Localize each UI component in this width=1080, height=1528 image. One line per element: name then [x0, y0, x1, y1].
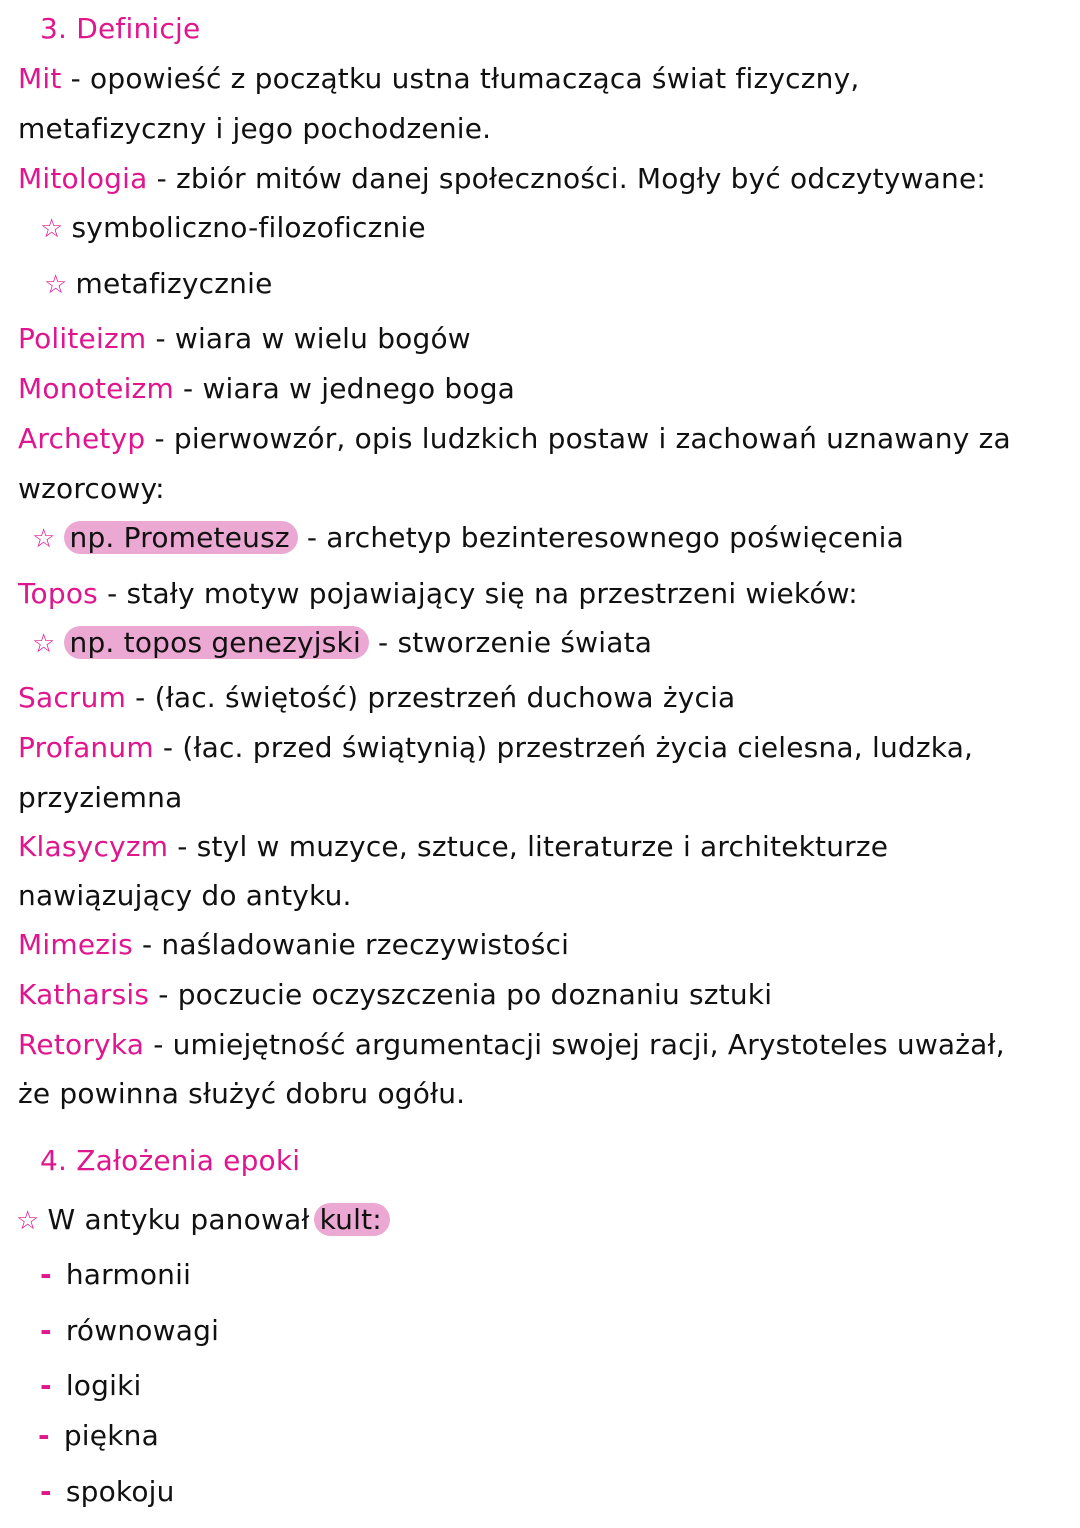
definition-monoteizm: Monoteizm - wiara w jednego boga — [18, 372, 516, 405]
highlighted-example: np. Prometeusz — [64, 521, 298, 554]
term: Mit — [18, 62, 62, 95]
definition-politeizm: Politeizm - wiara w wielu bogów — [18, 322, 471, 355]
section-4-heading: 4. Założenia epoki — [40, 1144, 301, 1177]
highlighted-keyword: kult: — [314, 1203, 390, 1236]
list-item: - piękna — [38, 1419, 159, 1452]
term: Retoryka — [18, 1028, 145, 1061]
term: Archetyp — [18, 422, 146, 455]
dash-icon: - — [40, 1369, 52, 1402]
definition-text-continued: nawiązujący do antyku. — [18, 879, 352, 912]
definition-sacrum: Sacrum - (łac. świętość) przestrzeń duchowa życia — [18, 681, 736, 714]
term: Sacrum — [18, 681, 127, 714]
definition-topos: Topos - stały motyw pojawiający się na przestrzeni wieków: — [18, 577, 858, 610]
dash-icon: - — [38, 1419, 50, 1452]
dash-icon: - — [40, 1314, 52, 1347]
star-icon: ☆ — [32, 629, 56, 659]
definition-mitologia — [18, 161, 986, 197]
definition-retoryka: Retoryka - umiejętność argumentacji swojej racji, Arystoteles uważał, — [18, 1028, 1005, 1061]
definition-text-continued: metafizyczny i jego pochodzenie. — [18, 112, 492, 145]
dash-icon: - — [40, 1258, 52, 1291]
definition-klasycyzm: Klasycyzm - styl w muzyce, sztuce, literaturze i architekturze — [18, 830, 889, 863]
example-item: ☆ np. Prometeusz - archetyp bezinteresownego poświęcenia — [32, 521, 904, 554]
definition-text-continued: że powinna służyć dobru ogółu. — [18, 1077, 466, 1110]
term: Profanum — [18, 731, 154, 764]
term: Mimezis — [18, 928, 133, 961]
term: Politeizm — [18, 322, 147, 355]
list-item: - harmonii — [40, 1258, 192, 1291]
list-item: - równowagi — [40, 1314, 220, 1347]
term: Monoteizm — [18, 372, 174, 405]
list-item: - spokoju — [40, 1475, 175, 1508]
definition-katharsis: Katharsis - poczucie oczyszczenia po doznaniu sztuki — [18, 978, 773, 1011]
section-3-heading: 3. Definicje — [40, 12, 201, 45]
term: Klasycyzm — [18, 830, 169, 863]
definition-profanum: Profanum - (łac. przed świątynią) przestrzeń życia cielesna, ludzka, — [18, 731, 974, 764]
definition-archetyp: Archetyp - pierwowzór, opis ludzkich postaw i zachowań uznawany za — [18, 422, 1011, 455]
definition-text: - zbiór mitów danej społeczności. Mogły być odczytywane: — [147, 162, 987, 195]
term: Mitologia — [18, 162, 148, 195]
dash-icon: - — [40, 1475, 52, 1508]
highlighted-example: np. topos genezyjski — [64, 626, 369, 659]
term: Topos — [18, 577, 98, 610]
section-4-intro: ☆ W antyku panował kult: — [16, 1202, 390, 1239]
example-item: ☆ np. topos genezyjski - stworzenie świata — [32, 626, 653, 659]
definition-mit — [18, 61, 859, 97]
star-icon: ☆ — [32, 524, 56, 554]
definition-mimezis: Mimezis - naśladowanie rzeczywistości — [18, 928, 570, 961]
star-icon: ☆ — [40, 214, 64, 244]
definition-text-continued: przyziemna — [18, 781, 183, 814]
bullet-item: ☆ metafizycznie — [44, 267, 273, 300]
star-icon: ☆ — [44, 270, 68, 300]
list-item: - logiki — [40, 1369, 142, 1402]
bullet-item: ☆ symboliczno-filozoficznie — [40, 211, 426, 244]
star-icon: ☆ — [16, 1206, 40, 1236]
definition-text-continued: wzorcowy: — [18, 472, 165, 505]
definition-text: - opowieść z początku ustna tłumacząca świat fizyczny, — [61, 62, 860, 95]
term: Katharsis — [18, 978, 150, 1011]
